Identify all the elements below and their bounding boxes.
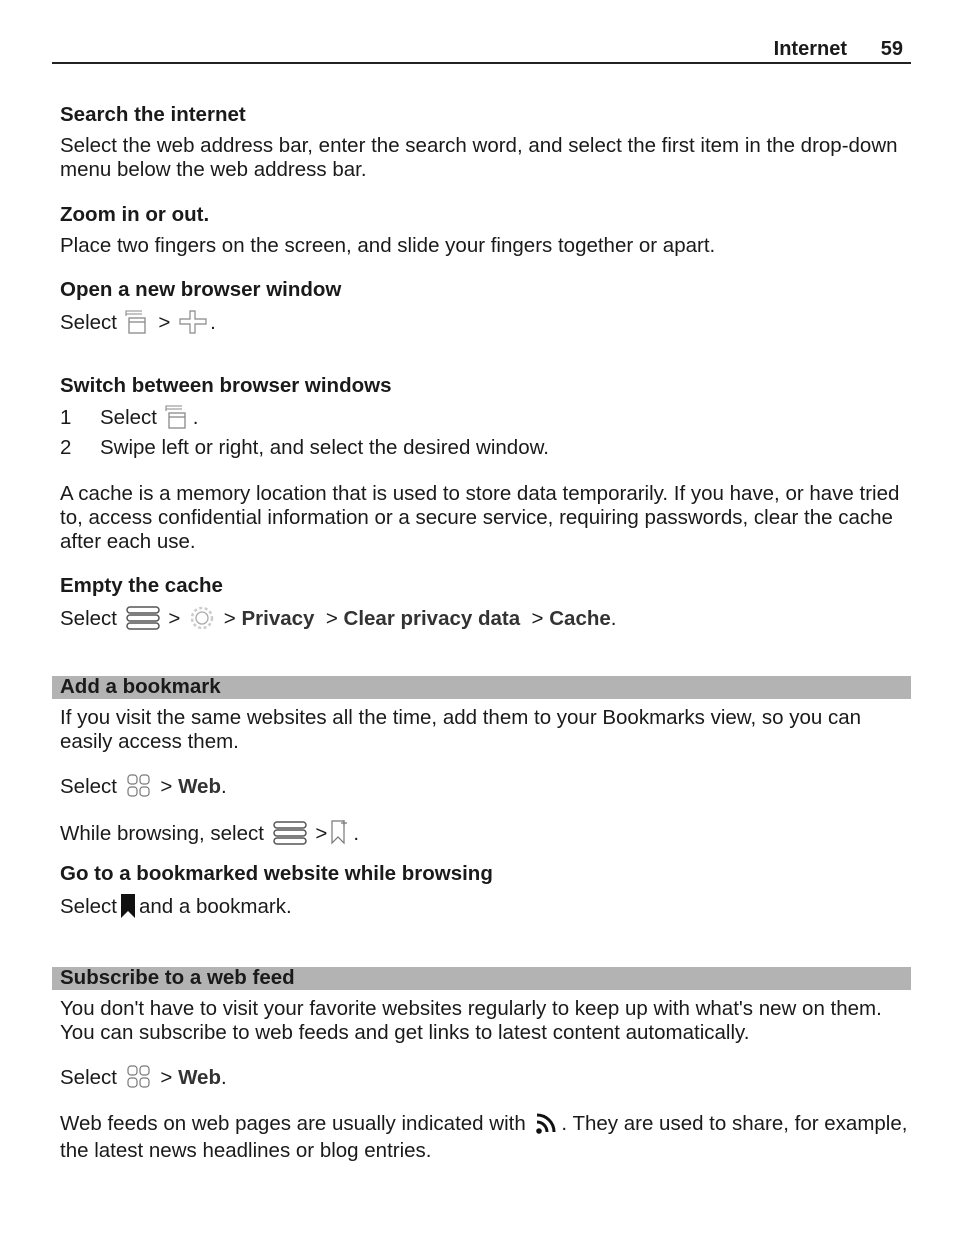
step-1 [60,404,910,430]
apps-icon [125,1064,153,1090]
web-label: Web [178,1066,221,1089]
web-label: Web [178,775,221,798]
plus-icon [178,309,208,335]
cache-info: A cache is a memory location that is used to store data temporarily. If you have, or have tried to, access confidential information or a secure service, requiring passwords, clear the cache after each use. [60,482,900,553]
select-text: Select [60,895,117,918]
step-number: 1 [60,406,72,429]
page-number: 59 [880,38,903,60]
windows-icon [165,404,191,430]
add-bookmark-select [60,773,910,799]
step-text: Select [100,406,157,429]
new-window-heading: Open a new browser window [60,278,342,301]
goto-bookmark-section [60,862,910,919]
zoom-heading: Zoom in or out. [60,203,210,226]
windows-icon [125,309,151,335]
rest-text: and a bookmark. [138,895,292,918]
goto-bookmark-instruction [60,893,910,919]
add-bookmark-while-browsing [60,818,910,846]
separator: > [223,607,236,630]
add-bookmark-intro: If you visit the same websites all the time, add them to your Bookmarks view, so you can easily access them. [60,706,862,753]
add-bookmark-band [52,676,911,699]
end-period: . [220,1066,227,1089]
empty-cache-instruction [60,605,910,631]
end-period: . [610,607,617,630]
goto-bookmark-heading: Go to a bookmarked website while browsing [60,862,493,885]
separator: > [168,607,181,630]
bookmark-icon [119,893,137,919]
cache-label: Cache [549,607,611,630]
new-window-section [60,278,910,335]
end-period: . [353,822,360,845]
zoom-section [60,203,910,258]
zoom-body: Place two fingers on the screen, and slide your fingers together or apart. [60,234,716,257]
end-period: . [210,311,216,334]
apps-icon [125,773,153,799]
section-title: Internet [773,38,847,60]
rss-icon [533,1112,559,1136]
while-text: While browsing, select [60,822,264,845]
step-number: 2 [60,436,72,459]
step-text: Swipe left or right, and select the desired window. [100,436,549,459]
search-section [60,103,910,182]
add-bookmark-icon [329,818,351,846]
page-header [52,36,911,64]
switch-windows-heading: Switch between browser windows [60,374,392,397]
separator: > [531,607,544,630]
add-bookmark-heading: Add a bookmark [60,675,221,698]
search-body: Select the web address bar, enter the search word, and select the first item in the drop-down menu below the web address bar. [60,134,898,181]
menu-icon [125,605,161,631]
separator: > [160,1066,173,1089]
select-text: Select [60,607,117,630]
web-feed-select [60,1064,910,1090]
empty-cache-heading: Empty the cache [60,574,223,597]
search-heading: Search the internet [60,103,246,126]
select-text: Select [60,311,117,334]
end-period: . [192,406,199,429]
privacy-label: Privacy [241,607,315,630]
step-2 [60,436,910,460]
settings-icon [188,605,216,631]
select-text: Select [60,775,117,798]
web-feed-info [60,1110,910,1164]
end-period: . [220,775,227,798]
clear-privacy-data-label: Clear privacy data [343,607,521,630]
separator: > [315,822,328,845]
switch-windows-section [60,374,910,460]
web-feed-heading: Subscribe to a web feed [60,966,295,989]
empty-cache-section [60,574,910,631]
separator: > [160,775,173,798]
new-window-instruction [60,309,910,335]
web-feed-band [52,967,911,990]
feeds-text-a: Web feeds on web pages are usually indicated with [60,1112,526,1135]
web-feed-intro: You don't have to visit your favorite websites regularly to keep up with what's new on them. You can subscribe to web feeds and get links to latest content automatically. [60,997,882,1044]
separator: > [158,311,171,334]
separator: > [325,607,338,630]
select-text: Select [60,1066,117,1089]
menu-icon [272,820,308,846]
feeds-text-b: . They are used to share, for example, the latest news headlines or blog entries. [60,1112,908,1162]
